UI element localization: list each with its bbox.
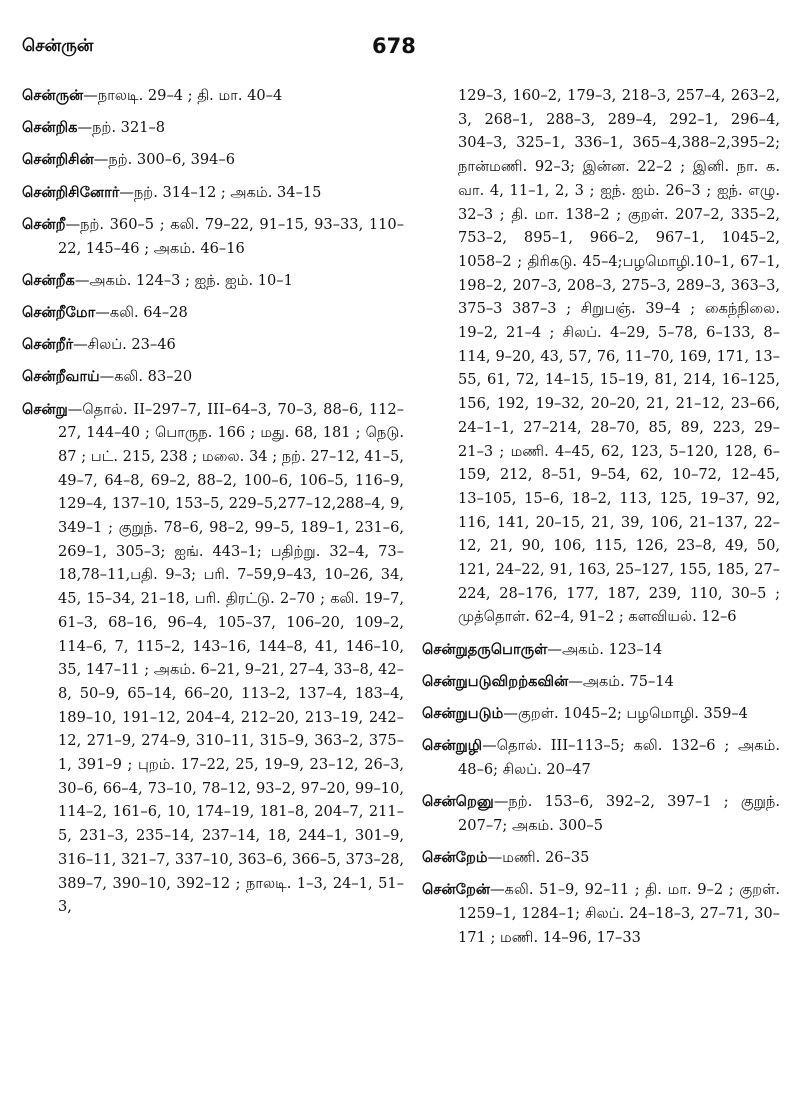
index-entry	[422, 790, 780, 837]
index-entry	[22, 181, 404, 205]
index-entry	[22, 365, 404, 389]
page-number: 678	[372, 34, 416, 58]
right-column	[422, 84, 780, 958]
entry-headword: சென்றீக	[22, 271, 75, 289]
entry-headword: சென்றீவாய்	[22, 368, 100, 386]
index-entry	[422, 638, 780, 662]
index-entry	[22, 116, 404, 140]
entry-headword: சென்றுழி	[422, 737, 483, 755]
entry-refs: நாலடி. 29–4 ; தி. மா. 40–4	[97, 87, 283, 104]
entry-continuation: 129–3, 160–2, 179–3, 218–3, 257–4, 263–2, 3, 268–1, 288–3, 289–4, 292–1, 296–4, 304–3, 325–1, 336–1, 365–4,388–2,395–2; நான்மணி. 92–3; இன்ன. 22–2 ; இனி. நா. க. வா. 4, 11–1, 2, 3 ; ஐந். ஐம். 26–3 ; ஐந். எழு. 32–3 ; தி. மா. 138–2 ; குறள். 207–2, 335–2, 753–2, 895–1, 966–2, 967–1, 1045–2, 1058–2 ; திரிகடு. 45–4;பழமொழி.10–1, 67–1, 198–2, 207–3, 208–3, 275–3, 289–3, 363–3, 375–3 387–3 ; சிறுபஞ். 39–4 ; கைந்நிலை. 19–2, 21–4 ; சிலப். 4–29, 5–78, 6–133, 8–114, 9–20, 43, 57, 76, 11–70, 169, 171, 13–55, 61, 72, 14–15, 15–19, 81, 214, 16–125, 156, 192, 19–32, 20–20, 21, 21–12, 23–66, 24–1–1, 27–214, 28–70, 85, 89, 223, 29–21–3 ; மணி. 4–45, 62, 123, 5–120, 128, 6–159, 212, 8–51, 9–54, 62, 10–72, 12–45, 13–105, 15–6, 18–2, 113, 125, 19–37, 92, 116, 141, 20–15, 21, 39, 106, 21–137, 22–12, 21, 90, 106, 115, 126, 23–8, 49, 50, 121, 24–22, 91, 163, 25–127, 155, 185, 27–224, 28–176, 177, 187, 239, 110, 30–5 ; முத்தொள். 62–4, 91–2 ; களவியல். 12–6	[458, 87, 780, 626]
entry-refs: நற். 153–6, 392–2, 397–1 ; குறுந். 207–7; அகம். 300–5	[458, 793, 780, 834]
entry-headword: சென்றீமோ	[22, 303, 96, 321]
entry-dash: —	[487, 849, 503, 867]
entry-headword: சென்ருன்	[22, 87, 84, 104]
index-entry	[422, 702, 780, 726]
index-entry	[422, 878, 780, 949]
entry-refs: தொல். II–297–7, III–64–3, 70–3, 88–6, 112–27, 144–40 ; பொருந. 166 ; மது. 68, 181 ; நெடு. 87 ; பட். 215, 238 ; மலை. 34 ; நற். 27–12, 41–5, 49–7, 64–8, 69–2, 88–2, 100–6, 106–5, 116–9, 129–4, 137–10, 153–5, 229–5,277–12,288–4, 9, 349–1 ; குறுந். 78–6, 98–2, 99–5, 189–1, 231–6, 269–1, 305–3; ஐங். 443–1; பதிற்று. 32–4, 73–18,78–11,பதி. 9–3; பரி. 7–59,9–43, 10–26, 34, 45, 15–34, 21–18, பரி. திரட்டு. 2–70 ; கலி. 19–7, 61–3, 68–16, 96–4, 105–37, 106–20, 109–2, 114–6, 7, 115–2, 143–16, 144–8, 41, 146–10, 35, 147–11 ; அகம். 6–21, 9–21, 27–4, 33–8, 42–8, 50–9, 65–14, 66–20, 113–2, 137–4, 183–4, 189–10, 191–12, 204–4, 212–20, 213–19, 242–12, 271–9, 274–9, 310–11, 315–9, 363–2, 375–1, 391–9 ; புறம். 17–22, 25, 19–9, 23–12, 26–3, 30–6, 66–4, 73–10, 78–12, 93–2, 97–20, 99–10, 114–2, 161–6, 10, 174–19, 181–8, 204–7, 211–5, 231–3, 235–14, 237–14, 18, 244–1, 301–9, 316–11, 321–7, 337–10, 363–6, 366–5, 373–28, 389–7, 390–10, 392–12 ; நாலடி. 1–3, 24–1, 51–3,	[58, 400, 404, 916]
index-entry	[422, 734, 780, 781]
entry-refs: அகம். 123–14	[561, 640, 663, 658]
entry-headword: சென்றிசின்	[22, 151, 94, 169]
entry-refs: கலி. 83–20	[114, 368, 193, 386]
entry-dash: —	[73, 336, 88, 354]
page-header	[22, 36, 782, 66]
index-entry	[22, 398, 404, 919]
entry-dash: —	[93, 151, 109, 169]
entry-headword: சென்றுபடும்	[422, 705, 504, 723]
entry-refs: கலி. 64–28	[109, 303, 188, 321]
index-entry	[422, 846, 780, 870]
index-entry	[422, 670, 780, 694]
entry-dash: —	[99, 368, 115, 386]
entry-refs: நற். 314–12 ; அகம். 34–15	[133, 183, 322, 201]
entry-refs: கலி. 51–9, 92–11 ; தி. மா. 9–2 ; குறள். 1259–1, 1284–1; சிலப். 24–18–3, 27–71, 30–171 ; மணி. 14–96, 17–33	[458, 881, 780, 946]
index-entry	[22, 84, 404, 108]
entry-refs: அகம். 124–3 ; ஐந். ஐம். 10–1	[89, 271, 293, 289]
entry-dash: —	[65, 215, 81, 233]
entry-headword: சென்றேம்	[422, 849, 488, 867]
entry-headword: சென்றிசினோர்	[22, 183, 120, 201]
entry-headword: சென்றீ	[22, 215, 66, 233]
entry-dash: —	[67, 400, 83, 418]
entry-refs: நற். 360–5 ; கலி. 79–22, 91–15, 93–33, 110–22, 145–46 ; அகம். 46–16	[58, 215, 404, 257]
left-column	[22, 84, 404, 928]
entry-refs: மணி. 26–35	[502, 849, 590, 867]
entry-headword: சென்றுதருபொருள்	[422, 640, 548, 658]
index-entry	[22, 148, 404, 172]
entry-headword: சென்றேன்	[422, 881, 491, 899]
index-entry	[22, 333, 404, 357]
running-headword: சென்ருன்	[22, 36, 94, 56]
index-entry	[22, 213, 404, 260]
entry-dash: —	[77, 119, 93, 137]
entry-dash: —	[482, 737, 497, 755]
entry-refs: சிலப். 23–46	[87, 336, 176, 354]
entry-headword: சென்று	[22, 400, 68, 418]
entry-dash: —	[503, 705, 519, 723]
entry-refs: தொல். III–113–5; கலி. 132–6 ; அகம். 48–6; சிலப். 20–47	[458, 737, 780, 778]
entry-refs: நற். 321–8	[92, 119, 166, 137]
entry-dash: —	[490, 881, 505, 899]
index-entry	[22, 269, 404, 293]
entry-dash: —	[493, 793, 509, 811]
entry-refs: அகம். 75–14	[582, 672, 674, 690]
entry-dash: —	[119, 183, 134, 201]
entry-dash: —	[547, 640, 562, 658]
entry-dash: —	[95, 303, 110, 321]
index-entry	[22, 301, 404, 325]
entry-dash: —	[83, 87, 98, 104]
entry-headword: சென்றிக	[22, 119, 78, 137]
entry-dash: —	[74, 271, 90, 289]
entry-headword: சென்றெனு	[422, 793, 494, 811]
entry-headword: சென்றீர்	[22, 336, 74, 354]
entry-dash: —	[568, 672, 583, 690]
entry-refs: குறள். 1045–2; பழமொழி. 359–4	[518, 705, 748, 723]
entry-headword: சென்றுபடுவிறற்கவின்	[422, 672, 569, 690]
entry-refs: நற். 300–6, 394–6	[108, 151, 236, 169]
